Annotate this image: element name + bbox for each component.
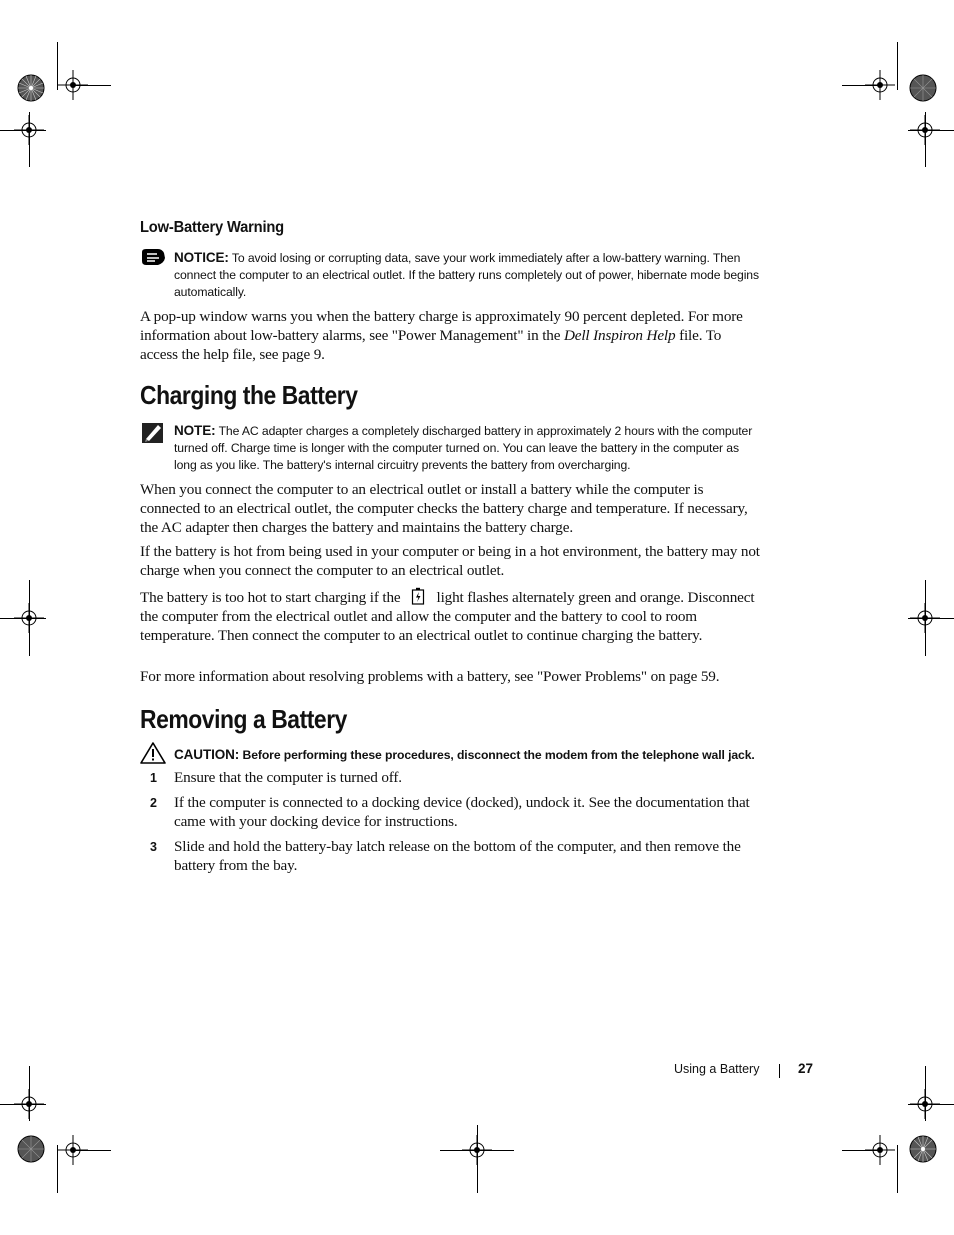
paragraph-text: A pop-up window warns you when the battery charge is approximately 90 percent depleted. For more information about low-battery alarms, see "Power Management" in the <box>140 308 743 344</box>
heading-charging-battery: Charging the Battery <box>140 380 358 410</box>
notice-hand-icon <box>140 246 166 270</box>
charging-paragraph-2: If the battery is hot from being used in your computer or being in a hot environment, the battery may not charge when you connect the computer to an electrical outlet. <box>140 543 760 579</box>
registration-starburst-icon <box>909 1135 937 1163</box>
step-text: If the computer is connected to a docking device (docked), undock it. See the documentation that came with your docking device for instructions. <box>174 794 750 830</box>
charging-paragraph-4: For more information about resolving problems with a battery, see "Power Problems" on page 59. <box>140 668 720 685</box>
paragraph-text: light flashes alternately green and orange. Disconnect the computer from the electrical outlet and allow the computer and the battery to cool to room temperature. Then connect the computer to an electrical outlet to continue charging the battery. <box>140 589 755 644</box>
registration-starburst-icon <box>909 74 937 102</box>
caution-label: CAUTION: <box>174 747 240 762</box>
charging-paragraph-3 <box>140 587 760 645</box>
step-number: 3 <box>150 840 157 854</box>
notice-callout <box>174 249 764 301</box>
heading-removing-battery: Removing a Battery <box>140 704 347 734</box>
footer-divider <box>779 1064 780 1078</box>
page-number: 27 <box>798 1061 814 1076</box>
note-text: The AC adapter charges a completely discharged battery in approximately 2 hours with the computer turned off. Charge time is longer with the computer turned on. You can leave the battery in the computer as long as you like. The battery's internal circuitry prevents the battery from overcharging. <box>174 424 753 472</box>
note-pencil-icon <box>140 420 166 444</box>
paragraph-text: file. To access the help file, see page 9. <box>140 326 722 363</box>
caution-triangle-icon <box>140 741 166 765</box>
caution-callout <box>174 746 764 764</box>
section-subheading: Low-Battery Warning <box>140 219 284 236</box>
notice-label: NOTICE: <box>174 250 229 265</box>
charging-paragraph-1: When you connect the computer to an electrical outlet or install a battery while the computer is connected to an electrical outlet, the computer checks the battery charge and temperature. If necessary, the AC adapter then charges the battery and maintains the battery charge. <box>140 481 748 536</box>
help-file-title: Dell Inspiron Help <box>563 326 676 344</box>
paragraph-text: The battery is too hot to start charging if the <box>140 589 401 606</box>
step-number: 2 <box>150 796 157 810</box>
caution-text: Before performing these procedures, disconnect the modem from the telephone wall jack. <box>239 748 755 762</box>
step-text: Slide and hold the battery-bay latch release on the bottom of the computer, and then remove the battery from the bay. <box>174 838 741 874</box>
notice-text: To avoid losing or corrupting data, save your work immediately after a low-battery warning. Then connect the computer to an electrical outlet. If the battery runs completely out of power, hibernate mode begins automatically. <box>174 251 759 299</box>
battery-light-icon <box>411 587 425 605</box>
note-label: NOTE: <box>174 423 216 438</box>
note-callout <box>174 422 764 474</box>
footer-section-title: Using a Battery <box>674 1062 760 1076</box>
step-number: 1 <box>150 771 157 785</box>
registration-starburst-icon <box>17 1135 45 1163</box>
low-battery-paragraph <box>140 308 760 364</box>
registration-starburst-icon <box>17 74 45 102</box>
step-text: Ensure that the computer is turned off. <box>174 769 402 786</box>
